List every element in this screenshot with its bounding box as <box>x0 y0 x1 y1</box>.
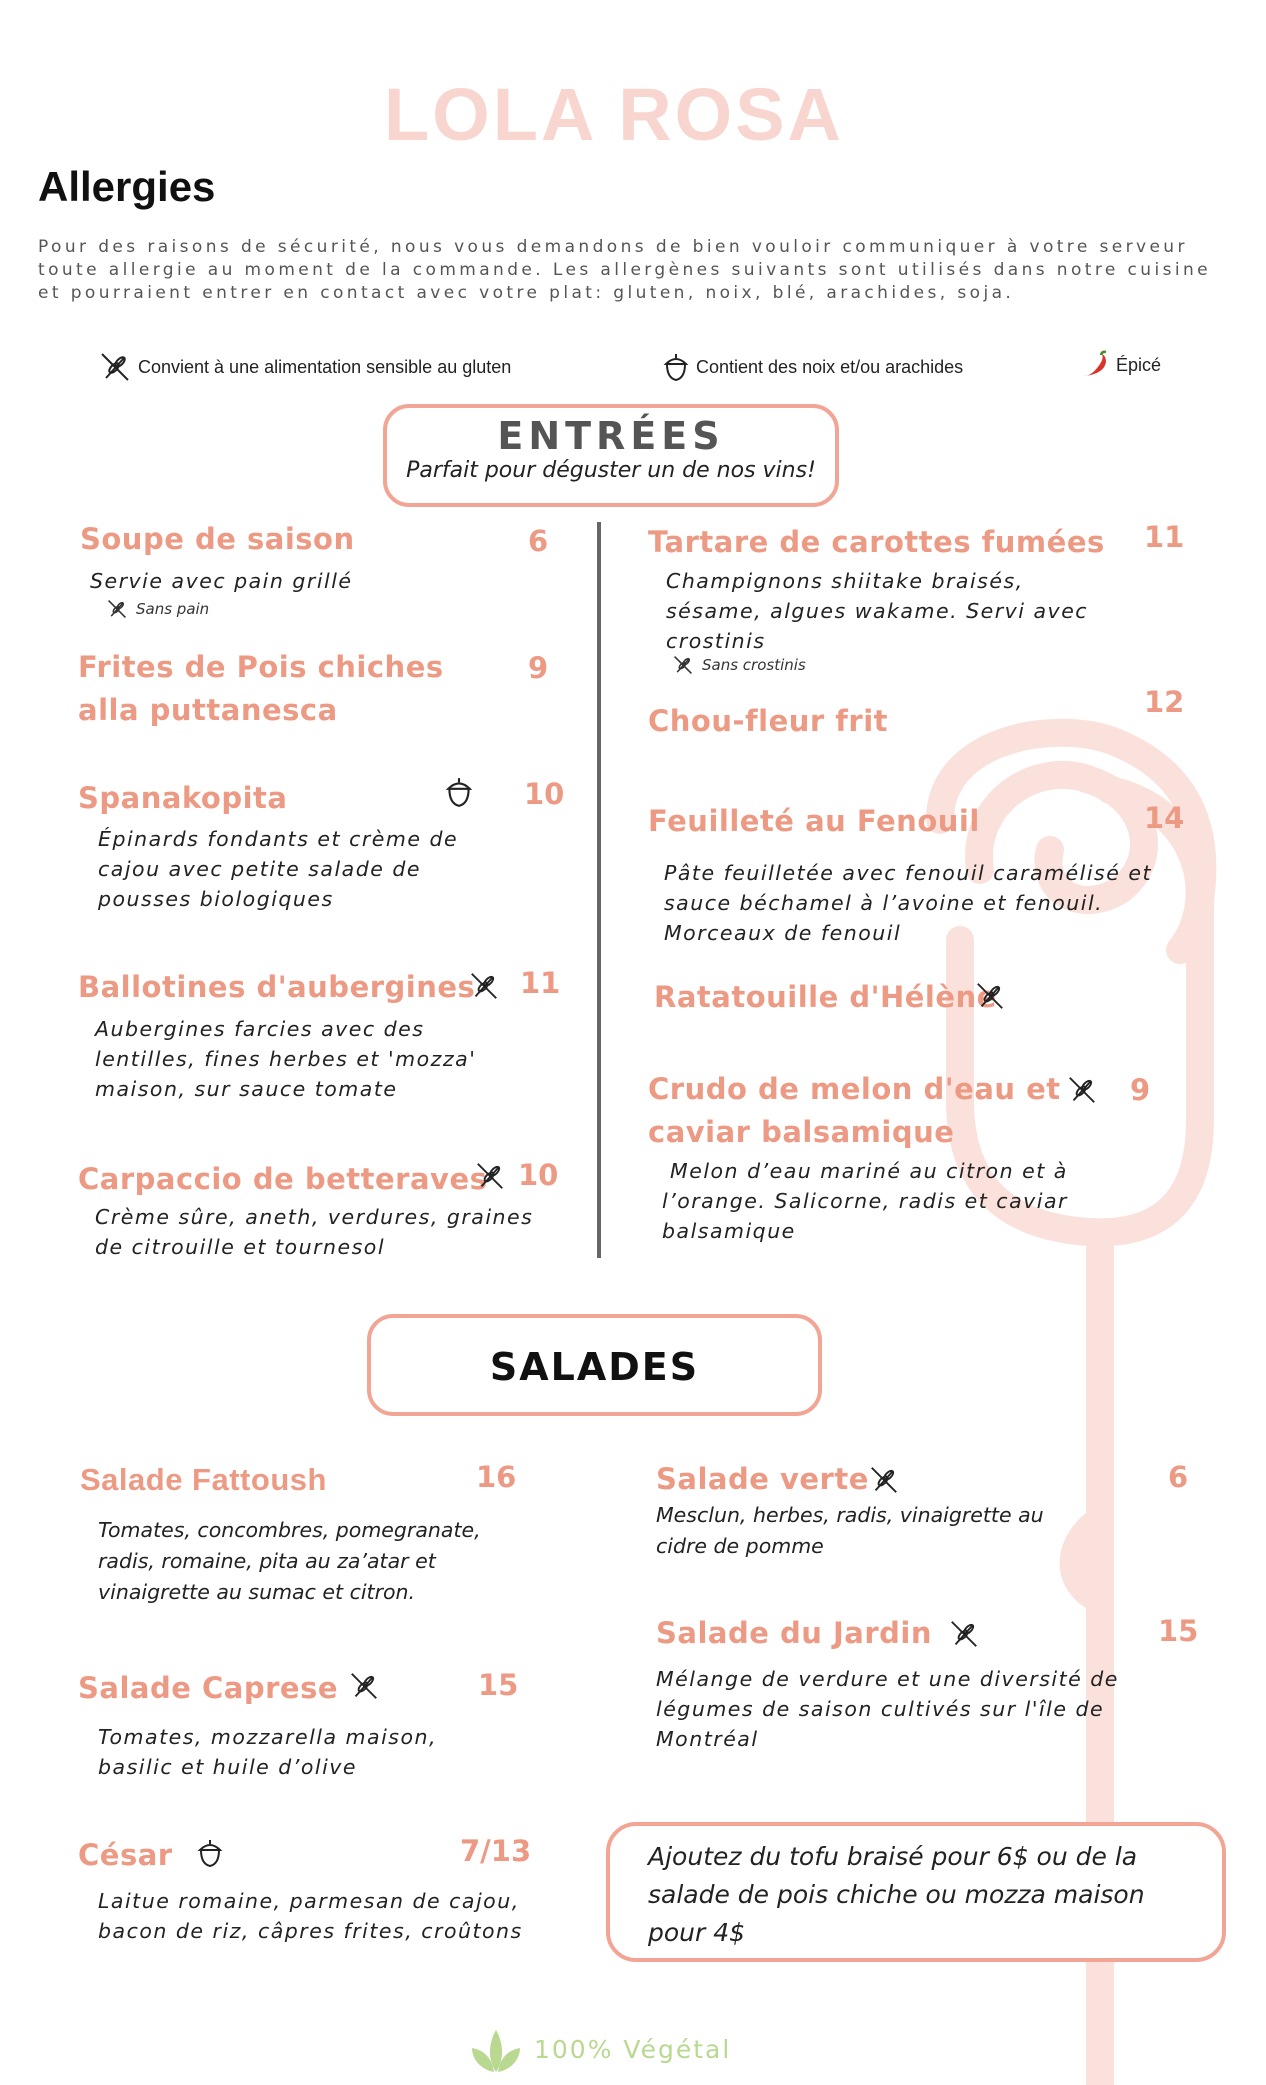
item-name: Carpaccio de betteraves <box>78 1162 488 1196</box>
legend-spicy-label: Épicé <box>1116 354 1162 375</box>
item-desc <box>98 1515 481 1608</box>
addon-line: pour 4$ <box>648 1918 746 1947</box>
salades-header-box <box>367 1314 822 1416</box>
entrees-header-box <box>383 404 839 507</box>
item-price: 7/13 <box>460 1834 532 1868</box>
desc-line: maison, sur sauce tomate <box>95 1077 398 1101</box>
footer-label: 100% Végétal <box>534 2034 732 2064</box>
addon-line: Ajoutez du tofu braisé pour 6$ ou de la <box>648 1842 1138 1871</box>
acorn-icon <box>444 776 474 808</box>
item-name-line2: alla puttanesca <box>78 693 338 727</box>
item-name: Spanakopita <box>78 781 288 815</box>
desc-line: radis, romaine, pita au za’atar et <box>98 1549 436 1573</box>
item-price: 15 <box>1158 1614 1199 1648</box>
item-name: Tartare de carottes fumées <box>648 525 1105 559</box>
desc-line: Épinards fondants et crème de <box>98 827 459 851</box>
acorn-icon <box>196 1838 224 1868</box>
desc-line: basilic et huile d’olive <box>98 1755 358 1779</box>
legend-gluten <box>98 350 511 384</box>
item-note-label: Sans pain <box>136 600 210 618</box>
item-name: Ratatouille d'Hélène <box>654 980 997 1014</box>
footer <box>468 2024 731 2074</box>
desc-line: crostinis <box>666 629 766 653</box>
acorn-icon <box>662 352 690 382</box>
item-price: 14 <box>1144 801 1185 835</box>
item-desc <box>98 1722 437 1782</box>
entrees-subtitle: Parfait pour déguster un de nos vins! <box>406 458 816 483</box>
desc-line: Aubergines farcies avec des <box>95 1017 425 1041</box>
desc-line: Mélange de verdure et une diversité de <box>656 1667 1119 1691</box>
desc-line: lentilles, fines herbes et 'mozza' <box>95 1047 477 1071</box>
item-desc <box>98 824 458 914</box>
item-desc: Servie avec pain grillé <box>90 569 353 593</box>
desc-line: de citrouille et tournesol <box>95 1235 386 1259</box>
legend-gluten-label: Convient à une alimentation sensible au gluten <box>138 356 512 377</box>
wheat-crossed-icon <box>974 980 1006 1012</box>
salades-title: SALADES <box>489 1345 700 1389</box>
item-name: Crudo de melon d'eau et <box>648 1072 1061 1106</box>
desc-line: Montréal <box>656 1727 759 1751</box>
chili-pepper-icon <box>1080 350 1110 380</box>
column-divider <box>597 522 601 1258</box>
addon-box <box>606 1822 1226 1962</box>
addon-text <box>610 1826 1222 1952</box>
item-price: 15 <box>478 1668 519 1702</box>
item-name: Salade Fattoush <box>80 1462 327 1497</box>
item-desc <box>95 1202 533 1262</box>
item-desc <box>656 1664 1119 1754</box>
entrees-title: ENTRÉES <box>497 414 725 458</box>
desc-line: pousses biologiques <box>98 887 334 911</box>
item-name-line2: caviar balsamique <box>648 1115 955 1149</box>
item-desc <box>664 858 1152 948</box>
item-desc <box>656 1500 1044 1562</box>
item-price: 12 <box>1144 685 1185 719</box>
item-note <box>106 598 209 620</box>
leaf-icon <box>468 2024 524 2074</box>
wheat-crossed-icon <box>474 1160 506 1192</box>
desc-line: bacon de riz, câpres frites, croûtons <box>98 1919 523 1943</box>
item-name: Salade verte <box>656 1462 869 1496</box>
item-name: Soupe de saison <box>80 522 355 556</box>
addon-line: salade de pois chiche ou mozza maison <box>648 1880 1145 1909</box>
wheat-crossed-icon <box>948 1618 980 1650</box>
allergies-text: Pour des raisons de sécurité, nous vous demandons de bien vouloir communiquer à votre serveur toute allergie au moment de la commande. Les allergènes suivants sont utilisés dans notre cuisine et pourraient entrer en contact avec votre plat: gluten, noix, blé, arachides, soja. <box>38 237 1211 303</box>
legend-nuts-label: Contient des noix et/ou arachides <box>696 356 964 377</box>
item-price: 6 <box>528 524 549 558</box>
desc-line: Tomates, mozzarella maison, <box>98 1725 437 1749</box>
wheat-crossed-icon <box>1066 1074 1098 1106</box>
desc-line: vinaigrette au sumac et citron. <box>98 1580 416 1604</box>
item-price: 6 <box>1168 1460 1189 1494</box>
legend-spicy <box>1080 350 1161 380</box>
desc-line: sésame, algues wakame. Servi avec <box>666 599 1089 623</box>
item-name: Salade Caprese <box>78 1671 338 1705</box>
item-price: 16 <box>476 1460 517 1494</box>
desc-line: Melon d’eau mariné au citron et à <box>662 1159 1068 1183</box>
item-name: César <box>78 1838 173 1872</box>
wheat-crossed-icon <box>468 970 500 1002</box>
desc-line: Mesclun, herbes, radis, vinaigrette au <box>656 1503 1044 1527</box>
desc-line: Pâte feuilletée avec fenouil caramélisé et <box>664 861 1153 885</box>
brand-title: LOLA ROSA <box>383 73 844 156</box>
item-desc <box>666 566 1088 656</box>
item-name: Salade du Jardin <box>656 1616 932 1650</box>
allergies-title: Allergies <box>38 163 216 210</box>
wheat-crossed-icon <box>98 350 132 384</box>
item-name: Frites de Pois chiches <box>78 650 444 684</box>
desc-line: Tomates, concombres, pomegranate, <box>98 1518 481 1542</box>
desc-line: sauce béchamel à l’avoine et fenouil. <box>664 891 1104 915</box>
desc-line: Morceaux de fenouil <box>664 921 902 945</box>
item-note <box>672 654 806 676</box>
item-desc <box>98 1886 523 1946</box>
desc-line: cajou avec petite salade de <box>98 857 421 881</box>
item-price: 9 <box>528 651 549 685</box>
desc-line: l’orange. Salicorne, radis et caviar <box>662 1189 1068 1213</box>
wheat-crossed-icon <box>348 1670 380 1702</box>
desc-line: balsamique <box>662 1219 796 1243</box>
desc-line: Crème sûre, aneth, verdures, graines <box>95 1205 534 1229</box>
wheat-crossed-icon <box>672 654 694 676</box>
wheat-crossed-icon <box>106 598 128 620</box>
desc-line: cidre de pomme <box>656 1534 824 1558</box>
item-name: Ballotines d'aubergines <box>78 970 476 1004</box>
desc-line: Laitue romaine, parmesan de cajou, <box>98 1889 520 1913</box>
item-name: Feuilleté au Fenouil <box>648 804 980 838</box>
item-price: 11 <box>1144 520 1185 554</box>
legend-nuts <box>662 352 963 382</box>
wheat-crossed-icon <box>868 1464 900 1496</box>
desc-line: légumes de saison cultivés sur l'île de <box>656 1697 1105 1721</box>
item-note-label: Sans crostinis <box>702 656 806 674</box>
item-price: 9 <box>1130 1073 1151 1107</box>
item-price: 10 <box>518 1158 559 1192</box>
item-name: Chou-fleur frit <box>648 704 889 738</box>
item-desc <box>662 1156 1068 1246</box>
item-price: 11 <box>520 966 561 1000</box>
desc-line: Champignons shiitake braisés, <box>666 569 1024 593</box>
item-price: 10 <box>524 777 565 811</box>
item-desc <box>95 1014 476 1104</box>
